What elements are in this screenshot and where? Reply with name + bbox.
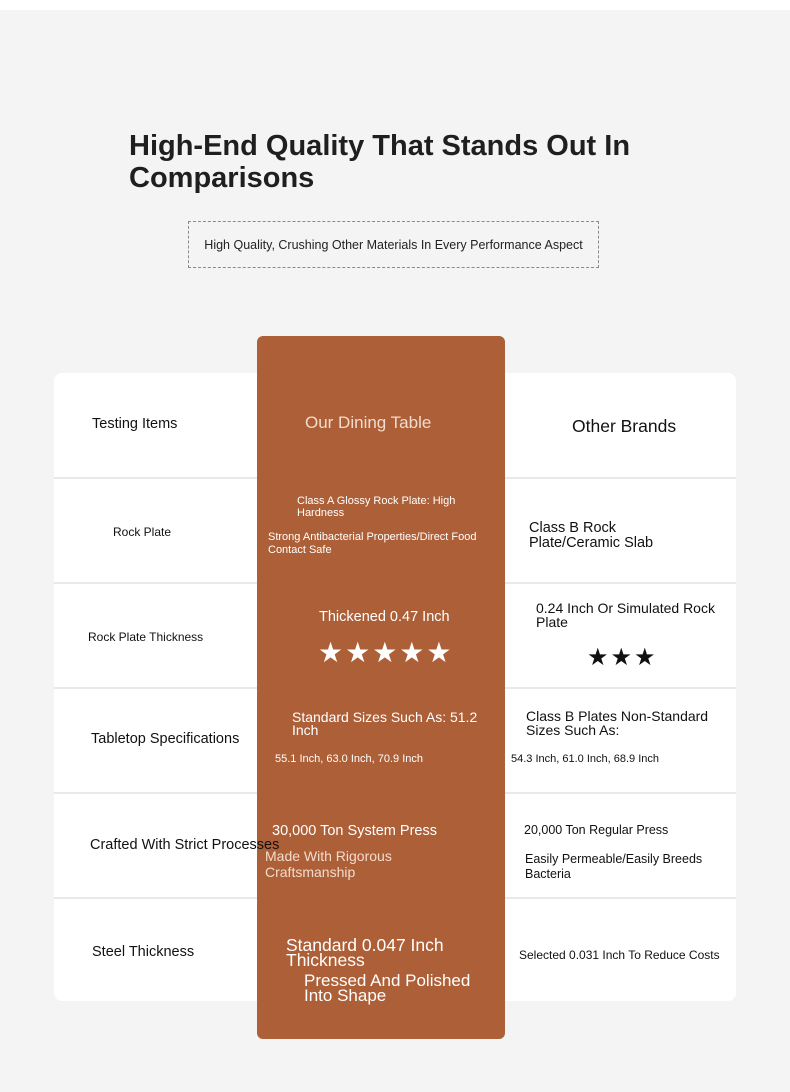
header-our-table: Our Dining Table: [305, 413, 432, 432]
row-process-others-1: 20,000 Ton Regular Press: [524, 823, 669, 837]
our-table-column: [257, 336, 505, 1039]
header-testing-items: Testing Items: [92, 416, 178, 432]
row-rock-plate-ours-1: Class A Glossy Rock Plate: High Hardness: [297, 495, 456, 519]
row-steel-label: Steel Thickness: [92, 944, 195, 960]
row-specs-ours-2: 55.1 Inch, 63.0 Inch, 70.9 Inch: [275, 753, 423, 765]
row-specs-others-1: Class B Plates Non-Standard Sizes Such As:: [526, 708, 709, 738]
subtitle-box: [188, 221, 599, 268]
row-thickness-label: Rock Plate Thickness: [88, 630, 204, 644]
row-thickness-others-1: 0.24 Inch Or Simulated Rock Plate: [536, 600, 715, 630]
header-other-brands: Other Brands: [572, 416, 677, 436]
row-specs-ours-1: Standard Sizes Such As: 51.2 Inch: [292, 709, 478, 738]
row-specs-others-2: 54.3 Inch, 61.0 Inch, 68.9 Inch: [511, 753, 659, 765]
row-steel-ours-2: Pressed And Polished Into Shape: [304, 971, 471, 1005]
row-specs-label: Tabletop Specifications: [91, 731, 240, 747]
top-strip: [0, 0, 790, 10]
row-rock-plate-ours-2: Strong Antibacterial Properties/Direct Food Contact Safe: [268, 531, 477, 556]
row-rock-plate-others: Class B Rock Plate/Ceramic Slab: [529, 520, 654, 551]
row-rock-plate-label: Rock Plate: [113, 525, 172, 539]
page-title: High-End Quality That Stands Out In Comparisons: [129, 130, 631, 194]
row-process-ours-2: Made With Rigorous Craftsmanship: [265, 848, 392, 880]
row-thickness-ours-1: Thickened 0.47 Inch: [319, 609, 450, 625]
row-thickness-ours-stars: ★★★★★: [318, 637, 454, 668]
row-steel-others: Selected 0.031 Inch To Reduce Costs: [519, 948, 720, 962]
row-steel-ours-1: Standard 0.047 Inch Thickness: [286, 935, 444, 970]
row-process-label: Crafted With Strict Processes: [90, 837, 280, 853]
row-process-ours-1: 30,000 Ton System Press: [272, 823, 437, 839]
row-thickness-others-stars: ★★★: [587, 644, 658, 671]
row-process-others-2: Easily Permeable/Easily Breeds Bacteria: [525, 852, 703, 881]
subtitle: High Quality, Crushing Other Materials In Every Performance Aspect: [204, 237, 583, 252]
